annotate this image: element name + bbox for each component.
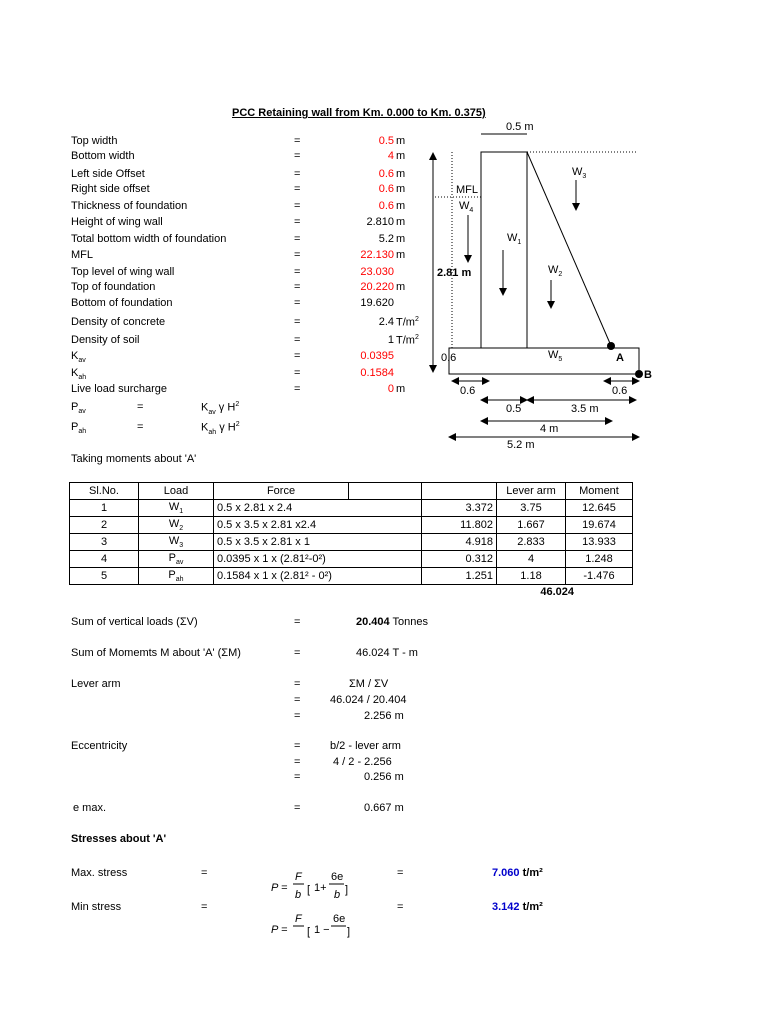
lever-line-2: 46.024 / 20.404 — [330, 694, 407, 706]
param-label: Top of foundation — [71, 281, 156, 293]
cell-sl: 1 — [70, 500, 139, 517]
param-unit: m — [396, 249, 406, 261]
svg-text:]: ] — [347, 926, 351, 938]
ecc-line-1: b/2 - lever arm — [330, 740, 401, 752]
dim-top: 0.5 — [506, 403, 522, 415]
svg-text:P =: P = — [271, 924, 288, 936]
cell-force: 0.1584 x 1 x (2.81² - 0²) — [214, 568, 422, 585]
cell-force: 0.5 x 3.5 x 2.81 x2.4 — [214, 517, 422, 534]
param-eq: = — [294, 334, 301, 346]
cell-lever: 3.75 — [497, 500, 566, 517]
param-label: Bottom of foundation — [71, 297, 173, 309]
label-w4: $W_4$ — [459, 200, 474, 214]
param-eq: = — [294, 233, 301, 245]
table-header-cell: Force — [214, 483, 349, 500]
param-label: $K_{ah}$ — [71, 367, 87, 382]
sum-moment-eq: = — [294, 647, 301, 659]
pressure-symbol: $P_{ah}$ — [71, 421, 87, 436]
table-header-cell: Moment — [566, 483, 633, 500]
sum-vertical-value-line: 20.404 Tonnes — [356, 616, 428, 628]
cell-sl: 2 — [70, 517, 139, 534]
param-unit: $T/m^2$ — [396, 334, 419, 347]
ecc-eq-1: = — [294, 740, 301, 752]
param-eq: = — [294, 367, 301, 379]
param-value: 2.4 — [378, 316, 394, 328]
cell-lever: 1.667 — [497, 517, 566, 534]
param-unit: $T/m^2$ — [396, 316, 419, 329]
svg-text:P =: P = — [271, 882, 288, 894]
cell-sl: 3 — [70, 534, 139, 551]
cell-load: $W_2$ — [139, 517, 214, 534]
label-w3: $W_3$ — [572, 166, 587, 180]
table-header-cell: Load — [139, 483, 214, 500]
param-eq: = — [294, 249, 301, 261]
table-header-cell: Lever arm — [497, 483, 566, 500]
min-stress-eq-2: = — [397, 901, 404, 913]
cell-force: 0.5 x 3.5 x 2.81 x 1 — [214, 534, 422, 551]
param-value: 19.620 — [360, 297, 394, 309]
param-eq: = — [294, 135, 301, 147]
emax-label: e max. — [73, 802, 107, 814]
param-unit: m — [396, 168, 406, 180]
ecc-eq-3: = — [294, 771, 301, 783]
moments-heading: Taking moments about 'A' — [71, 453, 197, 465]
param-value: 0.6 — [378, 200, 394, 212]
param-eq: = — [294, 383, 301, 395]
pressure-expression: $K_{ah}$ γ $H^2$ — [201, 421, 240, 436]
param-value: 5.2 — [378, 233, 394, 245]
param-label: Density of soil — [71, 334, 140, 346]
param-unit: m — [396, 150, 406, 162]
cell-load: $P_{av}$ — [139, 551, 214, 568]
lever-line-3: 2.256 m — [364, 710, 404, 722]
param-value: 0.6 — [378, 183, 394, 195]
param-eq: = — [294, 316, 301, 328]
dim-right-offset: 0.6 — [612, 385, 628, 397]
sum-vertical-label: Sum of vertical loads (ΣV) — [71, 616, 198, 628]
cell-load: $W_1$ — [139, 500, 214, 517]
lever-eq-2: = — [294, 694, 301, 706]
lever-eq-3: = — [294, 710, 301, 722]
page-title: PCC Retaining wall from Km. 0.000 to Km. 0.375) — [232, 107, 486, 119]
param-value: 23.030 — [360, 266, 394, 278]
cell-sl: 5 — [70, 568, 139, 585]
param-value: 0.5 — [378, 135, 394, 147]
cell-force: 0.0395 x 1 x (2.81²-0²) — [214, 551, 422, 568]
label-w5: $W_5$ — [548, 349, 563, 363]
label-point-b: B — [644, 369, 652, 381]
label-point-a: A — [616, 352, 624, 364]
param-value: 4 — [387, 150, 394, 162]
cell-value: 3.372 — [422, 500, 497, 517]
cell-moment: 19.674 — [566, 517, 633, 534]
param-unit: m — [396, 135, 406, 147]
label-w1: $W_1$ — [507, 232, 522, 246]
dim-slope: 3.5 m — [571, 403, 599, 415]
svg-text:[: [ — [307, 884, 311, 896]
param-label: Live load surcharge — [71, 383, 168, 395]
sum-moment-value: 46.024 T - m — [356, 647, 418, 659]
label-left-thickness: 0.6 — [441, 352, 457, 364]
sum-vertical-eq: = — [294, 616, 301, 628]
param-value: 2.810 — [366, 216, 394, 228]
param-value: 0.1584 — [360, 367, 394, 379]
cell-lever: 2.833 — [497, 534, 566, 551]
min-stress-label: Min stress — [71, 901, 122, 913]
min-stress-value-line: 3.142 t/m² — [492, 901, 543, 913]
param-eq: = — [294, 266, 301, 278]
param-label: Thickness of foundation — [71, 200, 188, 212]
cell-moment: 13.933 — [566, 534, 633, 551]
ecc-eq-2: = — [294, 756, 301, 768]
sum-moment-label: Sum of Momemts M about 'A' (ΣM) — [71, 647, 241, 659]
svg-text:b: b — [334, 889, 341, 901]
param-value: 1 — [387, 334, 394, 346]
param-label: Right side offset — [71, 183, 150, 195]
param-value: 0.6 — [378, 168, 394, 180]
svg-text:b: b — [295, 889, 302, 901]
max-stress-label: Max. stress — [71, 867, 128, 879]
param-eq: = — [294, 297, 301, 309]
pressure-eq: = — [137, 421, 144, 433]
param-unit: m — [396, 383, 406, 395]
param-eq: = — [294, 281, 301, 293]
moment-total: 46.024 — [540, 586, 574, 598]
dim-top-width: 0.5 m — [506, 121, 534, 133]
cell-value: 0.312 — [422, 551, 497, 568]
cell-lever: 1.18 — [497, 568, 566, 585]
cell-value: 11.802 — [422, 517, 497, 534]
param-label: Left side Offset — [71, 168, 145, 180]
param-label: Density of concrete — [71, 316, 166, 328]
cell-moment: 1.248 — [566, 551, 633, 568]
label-w2: $W_2$ — [548, 264, 563, 278]
param-eq: = — [294, 183, 301, 195]
param-eq: = — [294, 168, 301, 180]
param-eq: = — [294, 150, 301, 162]
param-label: MFL — [71, 249, 93, 261]
table-header-cell: Sl.No. — [70, 483, 139, 500]
max-stress-value-line: 7.060 t/m² — [492, 867, 543, 879]
cell-load: $P_{ah}$ — [139, 568, 214, 585]
cell-value: 4.918 — [422, 534, 497, 551]
dim-left-offset: 0.6 — [460, 385, 476, 397]
param-unit: m — [396, 216, 406, 228]
svg-text:F: F — [295, 913, 302, 925]
param-label: Height of wing wall — [71, 216, 163, 228]
svg-text:1 −: 1 − — [314, 924, 330, 936]
ecc-line-2: 4 / 2 - 2.256 — [333, 756, 392, 768]
max-stress-eq: = — [201, 867, 208, 879]
param-label: Top width — [71, 135, 118, 147]
param-unit: m — [396, 200, 406, 212]
cell-load: $W_3$ — [139, 534, 214, 551]
cell-force: 0.5 x 2.81 x 2.4 — [214, 500, 422, 517]
param-eq: = — [294, 216, 301, 228]
ecc-line-3: 0.256 m — [364, 771, 404, 783]
svg-text:6e: 6e — [333, 913, 346, 925]
lever-arm-label: Lever arm — [71, 678, 121, 690]
pressure-eq: = — [137, 401, 144, 413]
min-stress-eq: = — [201, 901, 208, 913]
svg-text:]: ] — [345, 884, 349, 896]
lever-line-1: ΣM / ΣV — [349, 678, 389, 690]
param-value: 0 — [387, 383, 394, 395]
param-eq: = — [294, 200, 301, 212]
param-label: Bottom width — [71, 150, 135, 162]
max-stress-eq-2: = — [397, 867, 404, 879]
label-mfl: MFL — [456, 184, 478, 196]
stresses-heading: Stresses about 'A' — [71, 833, 167, 845]
dim-height: 2.81 m — [437, 267, 472, 279]
cell-value: 1.251 — [422, 568, 497, 585]
pressure-symbol: $P_{av}$ — [71, 401, 86, 416]
svg-text:F: F — [295, 871, 302, 883]
svg-text:6e: 6e — [331, 871, 344, 883]
cell-sl: 4 — [70, 551, 139, 568]
param-label: Total bottom width of foundation — [71, 233, 227, 245]
emax-value: 0.667 m — [364, 802, 404, 814]
svg-text:[: [ — [307, 926, 311, 938]
param-label: Top level of wing wall — [71, 266, 175, 278]
dim-total: 5.2 m — [507, 439, 535, 451]
cell-moment: 12.645 — [566, 500, 633, 517]
param-unit: m — [396, 281, 406, 293]
param-label: $K_{av}$ — [71, 350, 86, 365]
param-value: 22.130 — [360, 249, 394, 261]
param-value: 0.0395 — [360, 350, 394, 362]
param-value: 20.220 — [360, 281, 394, 293]
lever-eq-1: = — [294, 678, 301, 690]
param-unit: m — [396, 233, 406, 245]
cell-moment: -1.476 — [566, 568, 633, 585]
param-eq: = — [294, 350, 301, 362]
dim-base: 4 m — [540, 423, 559, 435]
param-unit: m — [396, 183, 406, 195]
svg-text:1+: 1+ — [314, 882, 327, 894]
cell-lever: 4 — [497, 551, 566, 568]
emax-eq: = — [294, 802, 301, 814]
eccentricity-label: Eccentricity — [71, 740, 128, 752]
pressure-expression: $K_{av}$ γ $H^2$ — [201, 401, 240, 416]
